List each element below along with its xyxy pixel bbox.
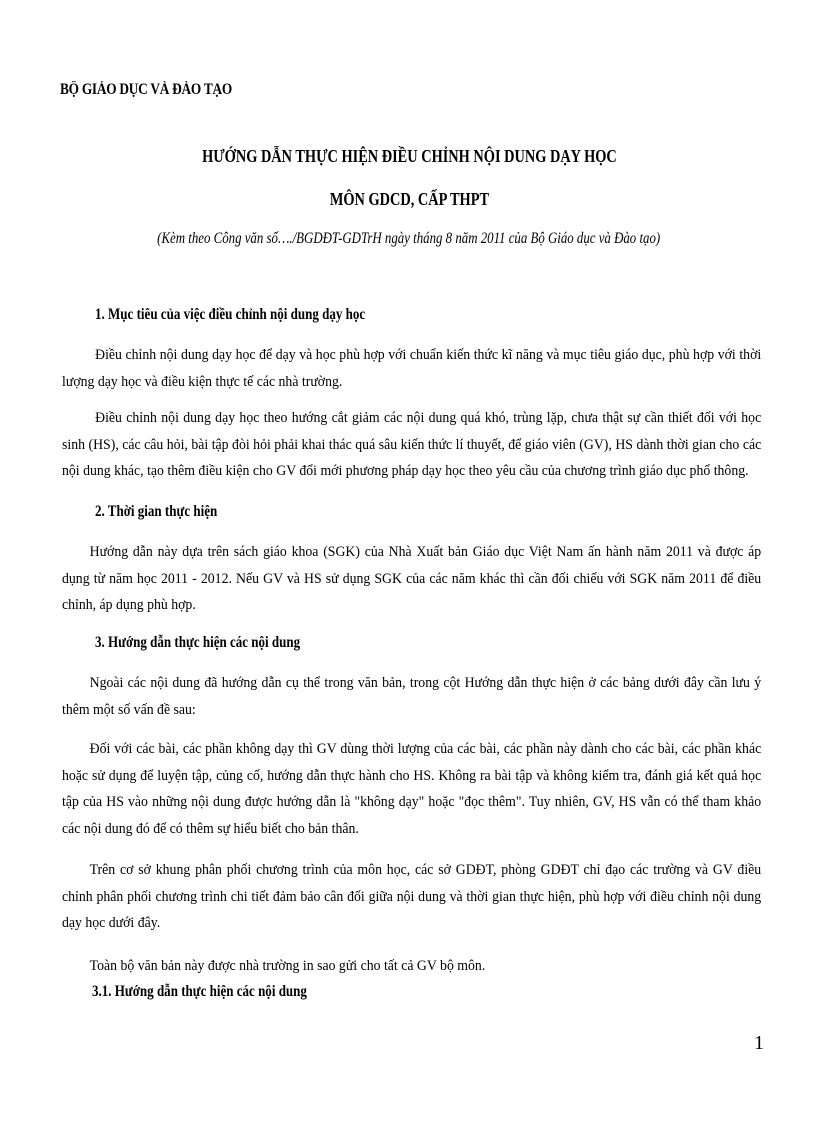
- page-number: 1: [754, 1032, 764, 1054]
- section-3-paragraph-3: Trên cơ sở khung phân phối chương trình của môn học, các sở GDĐT, phòng GDĐT chỉ đạo các trường và GV điều chỉnh phân phối chương trình chi tiết đảm bảo cân đối giữa nội dung và thời gian thực hiện, phù hợp với điều chỉnh nội dung dạy học dưới đây.: [62, 862, 762, 931]
- section-3-1-heading: 3.1. Hướng dẫn thực hiện các nội dung: [92, 983, 307, 1000]
- section-3-paragraph-4: Toàn bộ văn bản này được nhà trường in sao gửi cho tất cả GV bộ môn.: [89, 958, 486, 974]
- section-1-paragraph-1: Điều chỉnh nội dung dạy học để dạy và học phù hợp với chuẩn kiến thức kĩ năng và mục tiêu giáo dục, phù hợp với thời lượng dạy học và điều kiện thực tế các nhà trường.: [62, 347, 762, 390]
- section-3-paragraph-1: Ngoài các nội dung đã hướng dẫn cụ thể trong văn bản, trong cột Hướng dẫn thực hiện ở các bảng dưới đây cần lưu ý thêm một số vấn đề sau:: [62, 675, 762, 718]
- section-2-heading: 2. Thời gian thực hiện: [95, 503, 218, 520]
- section-2-paragraph-1: Hướng dẫn này dựa trên sách giáo khoa (SGK) của Nhà Xuất bản Giáo dục Việt Nam ấn hành năm 2011 và được áp dụng từ năm học 2011 - 2012. Nếu GV và HS sử dụng SGK của các năm khác thì cần đối chiếu với SGK năm 2011 để điều chỉnh, áp dụng phù hợp.: [62, 544, 762, 613]
- document-subtitle: (Kèm theo Công văn số…./BGDĐT-GDTrH ngày tháng 8 năm 2011 của Bộ Giáo dục và Đào tạo): [157, 230, 661, 247]
- section-1-heading: 1. Mục tiêu của việc điều chỉnh nội dung dạy học: [95, 306, 366, 323]
- ministry-name: BỘ GIÁO DỤC VÀ ĐÀO TẠO: [60, 81, 232, 98]
- section-3-paragraph-2: Đối với các bài, các phần không dạy thì GV dùng thời lượng của các bài, các phần này dành cho các bài, các phần khác hoặc sử dụng để luyện tập, củng cố, hướng dẫn thực hành cho HS. Không ra bài tập và không kiểm tra, đánh giá kết quả học tập của HS vào những nội dung được hướng dẫn là "không dạy" hoặc "đọc thêm". Tuy nhiên, GV, HS vẫn có thể tham khảo các nội dung đó để có thêm sự hiểu biết cho bản thân.: [62, 741, 762, 837]
- document-title-line2: MÔN GDCD, CẤP THPT: [329, 189, 490, 209]
- document-title-line1: HƯỚNG DẪN THỰC HIỆN ĐIỀU CHỈNH NỘI DUNG DẠY HỌC: [202, 146, 617, 166]
- section-3-heading: 3. Hướng dẫn thực hiện các nội dung: [95, 634, 301, 651]
- section-1-paragraph-2: Điều chỉnh nội dung dạy học theo hướng cắt giảm các nội dung quá khó, trùng lặp, chưa thật sự cần thiết đối với học sinh (HS), các câu hỏi, bài tập đòi hỏi phải khai thác quá sâu kiến thức lí thuyết, để giáo viên (GV), HS dành thời gian cho các nội dung khác, tạo thêm điều kiện cho GV đổi mới phương pháp dạy học theo yêu cầu của chương trình giáo dục phổ thông.: [62, 410, 762, 479]
